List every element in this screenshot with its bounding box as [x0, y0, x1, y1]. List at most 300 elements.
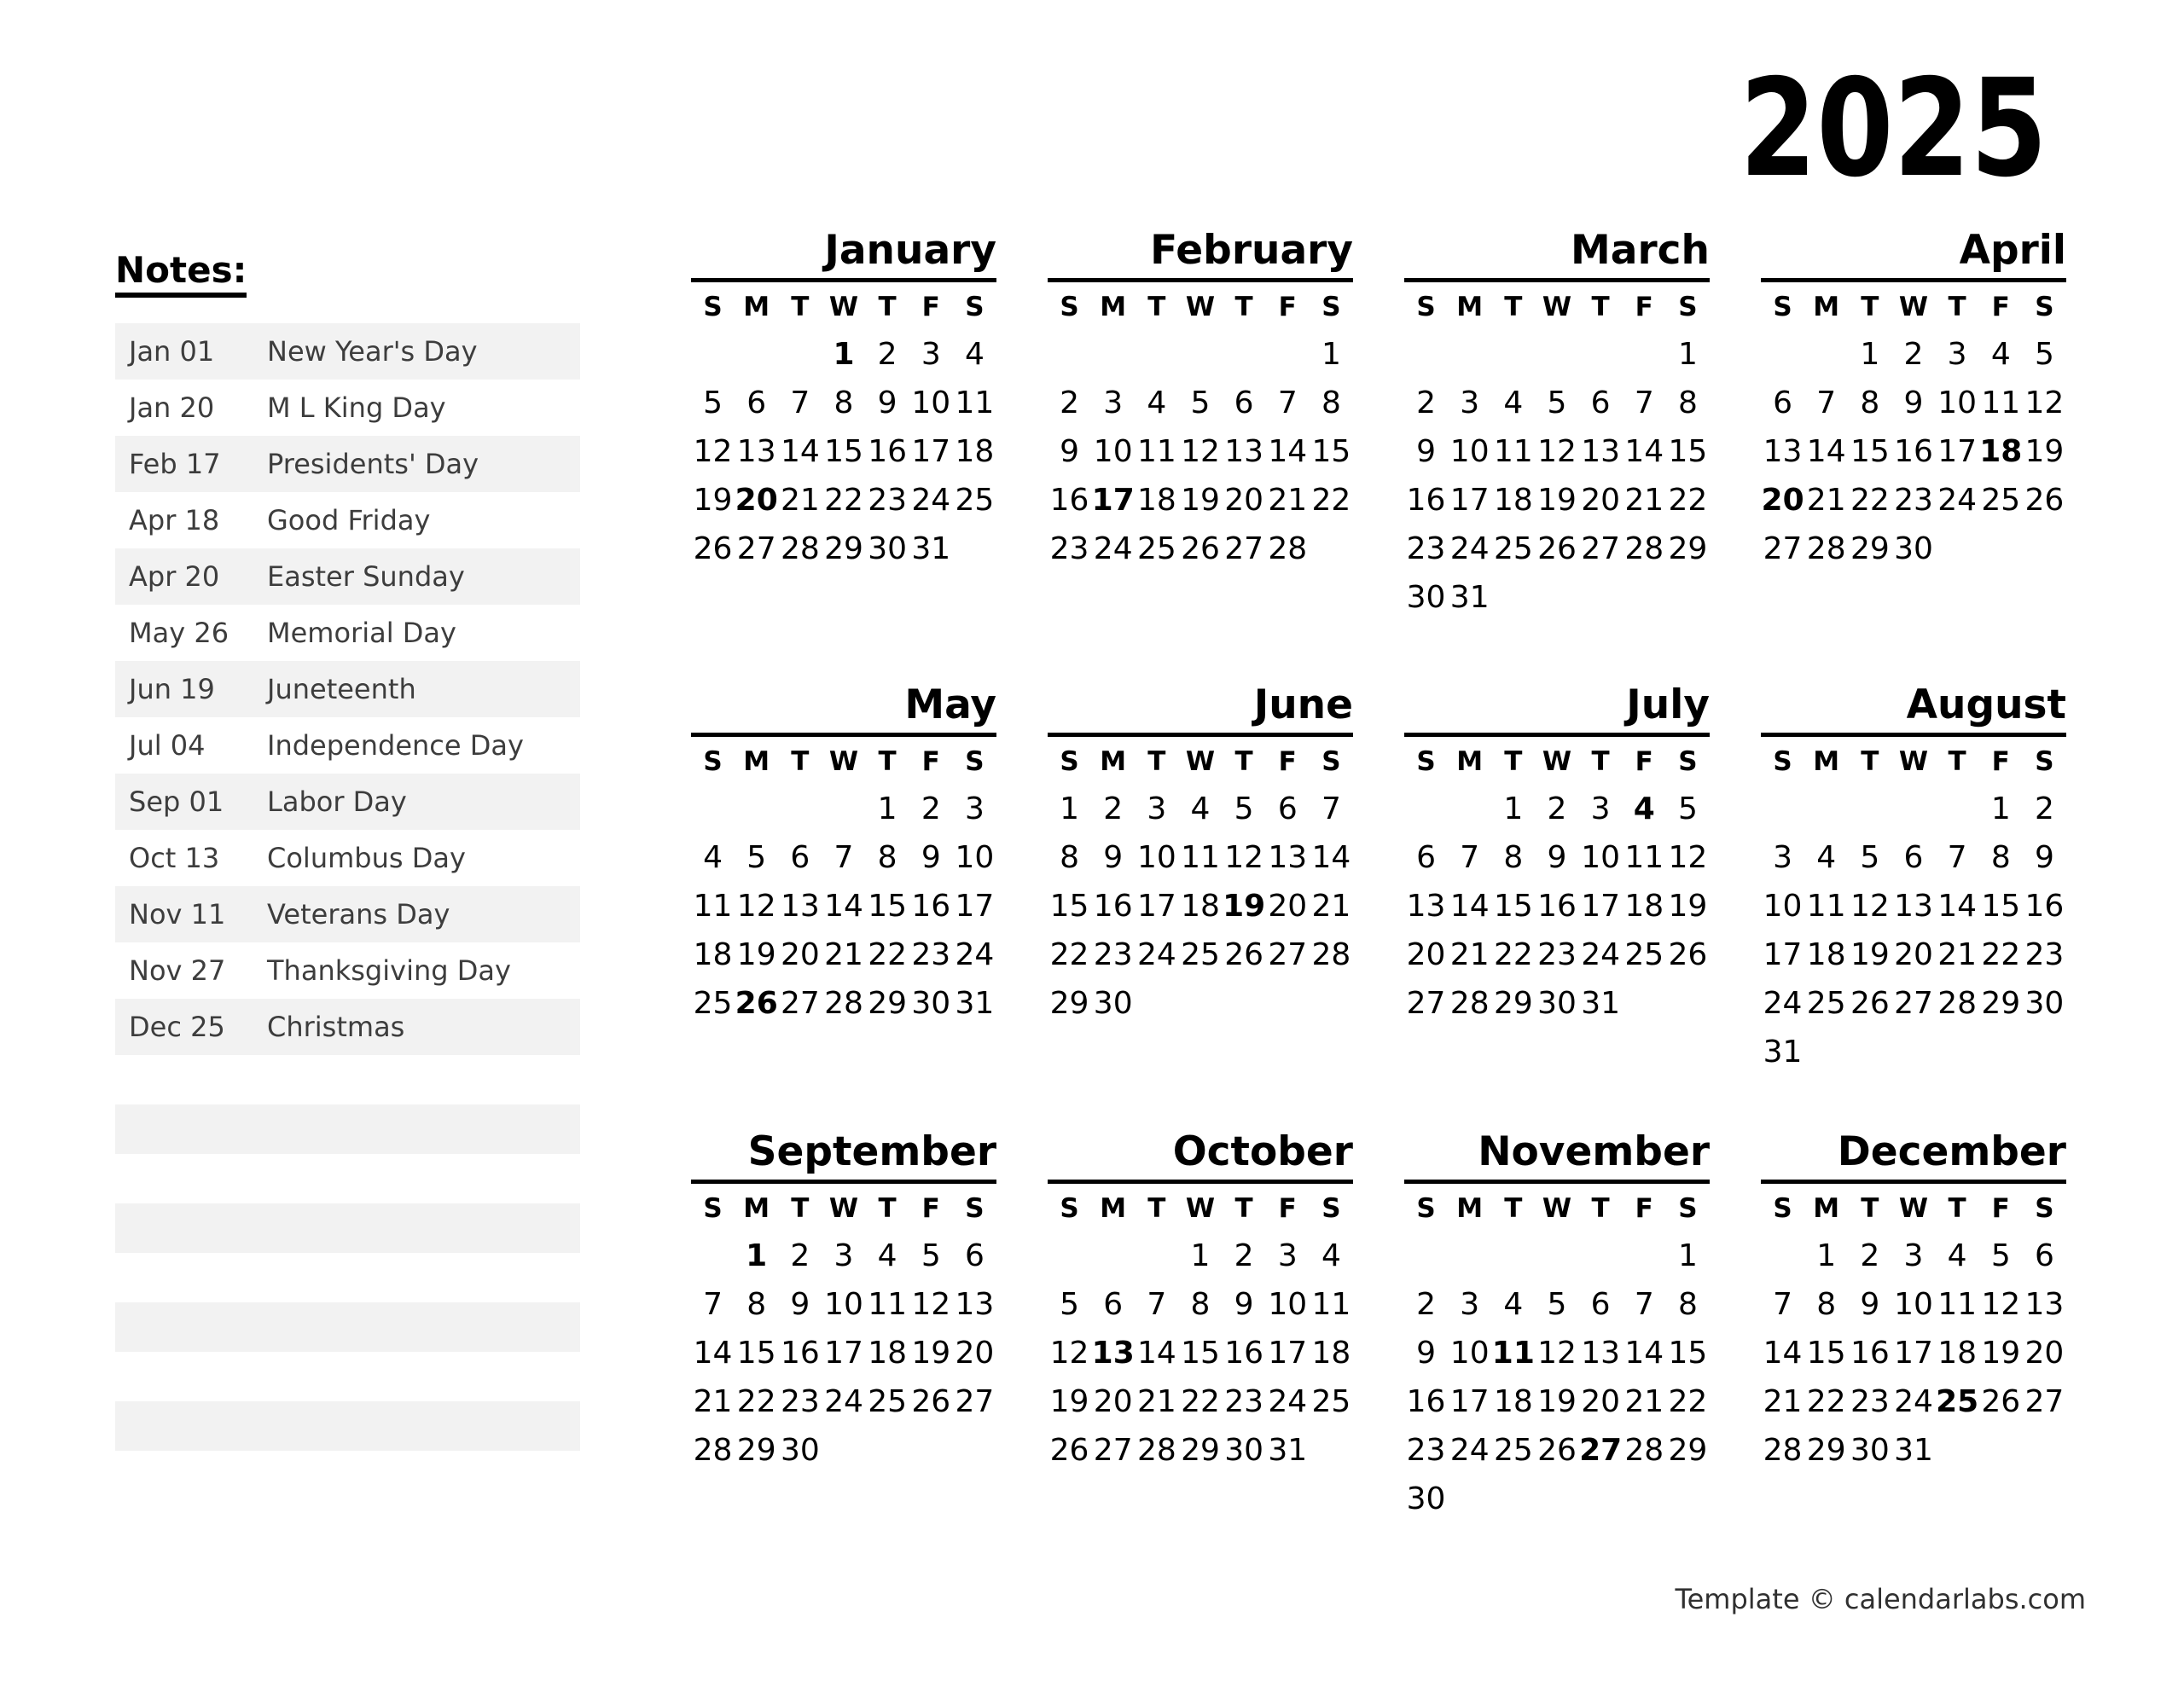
day: 21	[1937, 937, 1978, 972]
day: 7	[1460, 840, 1480, 875]
day: 30	[1537, 986, 1577, 1021]
day: 10	[955, 840, 995, 875]
weekday-header: T	[1504, 292, 1523, 322]
day: 28	[1268, 531, 1308, 566]
day: 17	[1449, 1384, 1490, 1419]
week-row	[1761, 1426, 2066, 1475]
day: 20	[1581, 483, 1621, 518]
day	[691, 1232, 735, 1280]
weekday-header: S	[1416, 1193, 1436, 1224]
day: 29	[1181, 1433, 1220, 1468]
weekday-header: F	[921, 1193, 940, 1224]
day: 22	[824, 483, 863, 518]
week-row	[1404, 476, 1710, 525]
weekday-header: F	[1635, 292, 1653, 322]
note-holiday-name: Presidents' Day	[267, 448, 479, 481]
day: 20	[2024, 1336, 2065, 1371]
day: 10	[1449, 434, 1490, 469]
day: 18	[1493, 483, 1533, 518]
week-row	[1048, 1232, 1353, 1280]
weekday-header: M	[1456, 746, 1484, 777]
day: 2	[790, 1238, 810, 1273]
day: 9	[1416, 434, 1437, 469]
day	[1535, 573, 1578, 622]
day: 13	[1581, 434, 1621, 469]
day: 31	[1894, 1433, 1933, 1468]
day	[1579, 1475, 1623, 1523]
week-row	[1404, 930, 1710, 979]
day: 12	[1049, 1336, 1089, 1371]
weekday-header: S	[2035, 1193, 2054, 1224]
weekday-header: S	[703, 746, 723, 777]
day	[822, 785, 865, 833]
day: 26	[1049, 1433, 1089, 1468]
week-row	[1048, 1426, 1353, 1475]
day: 29	[1806, 1433, 1846, 1468]
day: 10	[1449, 1336, 1490, 1371]
day: 16	[1049, 483, 1089, 518]
day: 30	[1894, 531, 1933, 566]
day	[1579, 1232, 1623, 1280]
day: 22	[1049, 937, 1089, 972]
notes-heading: Notes:	[115, 251, 247, 298]
note-row-empty	[115, 1302, 580, 1352]
day: 30	[911, 986, 951, 1021]
weekday-header: F	[1635, 1193, 1653, 1224]
weekday-header: W	[1898, 292, 1929, 322]
weekday-header: T	[1948, 292, 1966, 322]
day: 24	[1937, 483, 1978, 518]
month-title: November	[1404, 1130, 1710, 1184]
week-row	[1404, 1232, 1710, 1280]
day: 24	[1894, 1384, 1933, 1419]
day: 6	[1103, 1287, 1124, 1322]
month-title: December	[1761, 1130, 2066, 1184]
day: 30	[780, 1433, 820, 1468]
weekday-header: W	[1542, 292, 1572, 322]
month-title: May	[691, 683, 996, 737]
month-title: October	[1048, 1130, 1353, 1184]
day: 9	[1547, 840, 1567, 875]
day: 15	[868, 889, 908, 924]
note-holiday-name: New Year's Day	[267, 335, 478, 368]
day	[1936, 525, 1979, 573]
day	[1579, 573, 1623, 622]
week-row	[1761, 330, 2066, 379]
day: 8	[1816, 1287, 1837, 1322]
day: 14	[1624, 1336, 1664, 1371]
day: 26	[911, 1384, 951, 1419]
week-row	[1761, 785, 2066, 833]
day: 24	[955, 937, 995, 972]
day: 18	[693, 937, 733, 972]
day: 11	[868, 1287, 908, 1322]
weekday-header: T	[791, 292, 810, 322]
day: 19	[736, 937, 776, 972]
day: 3	[1277, 1238, 1298, 1273]
weekday-header: S	[1678, 1193, 1698, 1224]
day: 15	[1981, 889, 2021, 924]
weekday-header: M	[743, 292, 770, 322]
weekday-header: S	[1060, 746, 1079, 777]
day	[1048, 1232, 1091, 1280]
day	[778, 330, 822, 379]
day: 17	[1937, 434, 1978, 469]
day: 15	[1850, 434, 1890, 469]
day: 12	[1981, 1287, 2021, 1322]
day	[735, 785, 778, 833]
day: 29	[1668, 1433, 1708, 1468]
day: 1	[1677, 1238, 1698, 1273]
day: 24	[1763, 986, 1803, 1021]
note-date: Nov 11	[129, 898, 226, 931]
day: 7	[1634, 386, 1654, 420]
day	[1936, 785, 1979, 833]
weekday-header: W	[1542, 746, 1572, 777]
day: 19	[1537, 1384, 1577, 1419]
day: 4	[1990, 337, 2011, 372]
weekday-header: S	[1321, 292, 1341, 322]
day: 10	[1763, 889, 1803, 924]
day-holiday: 26	[735, 986, 778, 1021]
weekday-header: S	[2035, 292, 2054, 322]
day-holiday: 20	[735, 483, 778, 518]
day: 18	[1181, 889, 1220, 924]
year-title: 2025	[1740, 50, 2048, 207]
day: 25	[1493, 531, 1533, 566]
week-row	[1761, 1280, 2066, 1329]
day: 30	[1224, 1433, 1264, 1468]
day: 4	[1503, 386, 1524, 420]
week-row	[691, 833, 996, 882]
weekday-header-row	[1404, 737, 1710, 785]
weekday-header: W	[1898, 1193, 1929, 1224]
day	[1535, 1232, 1578, 1280]
day: 13	[1406, 889, 1446, 924]
day: 15	[824, 434, 863, 469]
day: 6	[2034, 1238, 2054, 1273]
day: 16	[868, 434, 908, 469]
day: 13	[736, 434, 776, 469]
day: 27	[1763, 531, 1803, 566]
month-november	[1404, 1130, 1710, 1523]
day: 18	[1806, 937, 1846, 972]
week-row	[1761, 1329, 2066, 1377]
day	[2023, 1028, 2066, 1076]
week-row	[691, 525, 996, 573]
day: 21	[824, 937, 863, 972]
day	[1623, 330, 1666, 379]
day: 7	[1147, 1287, 1167, 1322]
week-row	[1048, 1329, 1353, 1377]
day: 25	[693, 986, 733, 1021]
day: 4	[877, 1238, 897, 1273]
day: 15	[1311, 434, 1351, 469]
day: 14	[693, 1336, 733, 1371]
weekday-header: S	[703, 1193, 723, 1224]
day: 27	[2024, 1384, 2065, 1419]
note-row-empty	[115, 1203, 580, 1253]
weekday-header: M	[1813, 1193, 1840, 1224]
month-title: June	[1048, 683, 1353, 737]
day: 8	[1677, 1287, 1698, 1322]
day: 31	[1449, 580, 1490, 615]
week-row	[1404, 573, 1710, 622]
day: 9	[1416, 1336, 1437, 1371]
day: 15	[1806, 1336, 1846, 1371]
week-row	[1761, 882, 2066, 930]
day: 11	[1181, 840, 1220, 875]
month-title: August	[1761, 683, 2066, 737]
weekday-header-row	[1404, 282, 1710, 330]
note-row	[115, 323, 580, 380]
day	[1266, 979, 1310, 1028]
day: 20	[1224, 483, 1264, 518]
weekday-header: S	[1773, 1193, 1792, 1224]
day-holiday: 1	[833, 337, 855, 372]
day	[1491, 330, 1535, 379]
day: 14	[1763, 1336, 1803, 1371]
notes-panel	[115, 251, 580, 1451]
day: 4	[1190, 791, 1211, 826]
day: 11	[1311, 1287, 1351, 1322]
day	[953, 525, 996, 573]
day: 12	[1181, 434, 1220, 469]
day: 19	[1850, 937, 1890, 972]
day: 17	[1449, 483, 1490, 518]
day	[1623, 1475, 1666, 1523]
week-row	[691, 1426, 996, 1475]
day	[953, 1426, 996, 1475]
day: 7	[1321, 791, 1341, 826]
week-row	[691, 1329, 996, 1377]
day-holiday: 27	[1579, 1433, 1623, 1468]
day: 14	[1937, 889, 1978, 924]
day: 12	[2024, 386, 2065, 420]
day: 8	[746, 1287, 767, 1322]
day: 28	[1624, 1433, 1664, 1468]
day	[1623, 979, 1666, 1028]
day: 20	[780, 937, 820, 972]
day	[735, 330, 778, 379]
day: 18	[1937, 1336, 1978, 1371]
day: 30	[1406, 1481, 1446, 1516]
day: 31	[911, 531, 951, 566]
day: 11	[693, 889, 733, 924]
day	[1223, 330, 1266, 379]
day: 2	[877, 337, 897, 372]
day: 13	[1268, 840, 1308, 875]
month-december	[1761, 1130, 2066, 1475]
day	[1091, 330, 1135, 379]
week-row	[1761, 1028, 2066, 1076]
note-holiday-name: Labor Day	[267, 786, 407, 819]
weekday-header: F	[1991, 746, 2010, 777]
day: 29	[1850, 531, 1890, 566]
day: 2	[1103, 791, 1124, 826]
weekday-header: T	[878, 292, 897, 322]
note-date: Apr 18	[129, 504, 220, 537]
weekday-header: S	[965, 746, 985, 777]
week-row	[1404, 379, 1710, 427]
month-may	[691, 683, 996, 1028]
day: 22	[1806, 1384, 1846, 1419]
day: 9	[790, 1287, 810, 1322]
day: 7	[1634, 1287, 1654, 1322]
weekday-header: S	[1416, 292, 1436, 322]
note-row-empty	[115, 1055, 580, 1104]
weekday-header: M	[1100, 292, 1127, 322]
note-row-empty	[115, 1352, 580, 1401]
day: 13	[1894, 889, 1933, 924]
day: 10	[911, 386, 951, 420]
day: 1	[1816, 1238, 1837, 1273]
month-title: September	[691, 1130, 996, 1184]
day	[1891, 785, 1935, 833]
day: 9	[1060, 434, 1080, 469]
day: 29	[1049, 986, 1089, 1021]
day: 7	[1773, 1287, 1793, 1322]
month-october	[1048, 1130, 1353, 1475]
day: 11	[1806, 889, 1846, 924]
week-row	[691, 330, 996, 379]
day: 9	[2034, 840, 2054, 875]
day: 12	[1537, 434, 1577, 469]
day: 15	[1049, 889, 1089, 924]
weekday-header: W	[1185, 292, 1216, 322]
weekday-header: T	[1504, 1193, 1523, 1224]
note-date: Jan 20	[129, 391, 215, 425]
week-row	[1404, 330, 1710, 379]
day: 12	[736, 889, 776, 924]
day: 7	[790, 386, 810, 420]
day: 22	[1668, 1384, 1708, 1419]
day: 31	[1581, 986, 1621, 1021]
day: 3	[1903, 1238, 1924, 1273]
day: 16	[1406, 1384, 1446, 1419]
day: 24	[1581, 937, 1621, 972]
day	[1491, 573, 1535, 622]
weekday-header: T	[1861, 292, 1879, 322]
month-title: January	[691, 229, 996, 282]
week-row	[1048, 379, 1353, 427]
day: 30	[1406, 580, 1446, 615]
day: 5	[1547, 386, 1567, 420]
day: 2	[1547, 791, 1567, 826]
day: 25	[868, 1384, 908, 1419]
weekday-header: W	[1542, 1193, 1572, 1224]
day: 10	[824, 1287, 863, 1322]
day: 14	[1311, 840, 1351, 875]
day: 2	[1860, 1238, 1880, 1273]
weekday-header: T	[1504, 746, 1523, 777]
day: 13	[1763, 434, 1803, 469]
day: 28	[1449, 986, 1490, 1021]
day: 6	[1903, 840, 1924, 875]
day: 1	[1860, 337, 1880, 372]
day: 28	[1136, 1433, 1176, 1468]
weekday-header: F	[1991, 1193, 2010, 1224]
day: 9	[1903, 386, 1924, 420]
day	[822, 1426, 865, 1475]
week-row	[691, 882, 996, 930]
day: 18	[1136, 483, 1176, 518]
weekday-header: F	[1278, 1193, 1297, 1224]
day: 3	[1460, 386, 1480, 420]
weekday-header: T	[1861, 746, 1879, 777]
week-row	[1404, 833, 1710, 882]
weekday-header: F	[1991, 292, 2010, 322]
day: 25	[1624, 937, 1664, 972]
weekday-header: M	[1100, 1193, 1127, 1224]
day: 12	[1537, 1336, 1577, 1371]
weekday-header: T	[1147, 746, 1166, 777]
day: 1	[1321, 337, 1341, 372]
day: 20	[1406, 937, 1446, 972]
day: 10	[1581, 840, 1621, 875]
weekday-header: T	[1147, 292, 1166, 322]
day: 2	[1416, 386, 1437, 420]
note-row	[115, 661, 580, 717]
day: 15	[1181, 1336, 1220, 1371]
week-row	[1404, 785, 1710, 833]
day: 29	[1493, 986, 1533, 1021]
day: 18	[1493, 1384, 1533, 1419]
day: 7	[703, 1287, 723, 1322]
day: 21	[1806, 483, 1846, 518]
week-row	[1404, 1475, 1710, 1523]
day: 9	[1234, 1287, 1254, 1322]
day: 26	[1224, 937, 1264, 972]
day: 16	[1537, 889, 1577, 924]
weekday-header: S	[965, 1193, 985, 1224]
day: 26	[2024, 483, 2065, 518]
day: 8	[1321, 386, 1341, 420]
day: 5	[1990, 1238, 2011, 1273]
day: 6	[1416, 840, 1437, 875]
day: 14	[1268, 434, 1308, 469]
day: 27	[1268, 937, 1308, 972]
day: 6	[1773, 386, 1793, 420]
day: 31	[1763, 1035, 1803, 1070]
day: 17	[1894, 1336, 1933, 1371]
note-holiday-name: Easter Sunday	[267, 560, 465, 594]
day: 6	[1590, 1287, 1611, 1322]
week-row	[691, 1377, 996, 1426]
month-september	[691, 1130, 996, 1475]
day	[1623, 573, 1666, 622]
day: 3	[1103, 386, 1124, 420]
day: 19	[2024, 434, 2065, 469]
day: 3	[964, 791, 985, 826]
day: 29	[1981, 986, 2021, 1021]
day: 7	[1816, 386, 1837, 420]
week-row	[1048, 427, 1353, 476]
day: 23	[780, 1384, 820, 1419]
week-row	[1761, 930, 2066, 979]
day: 21	[1268, 483, 1308, 518]
note-row-empty	[115, 1104, 580, 1154]
week-row	[1048, 882, 1353, 930]
week-row	[1761, 833, 2066, 882]
day: 11	[1136, 434, 1176, 469]
day: 22	[1311, 483, 1351, 518]
day: 17	[1136, 889, 1176, 924]
week-row	[1404, 427, 1710, 476]
month-march	[1404, 229, 1710, 622]
day: 23	[868, 483, 908, 518]
day: 8	[1990, 840, 2011, 875]
